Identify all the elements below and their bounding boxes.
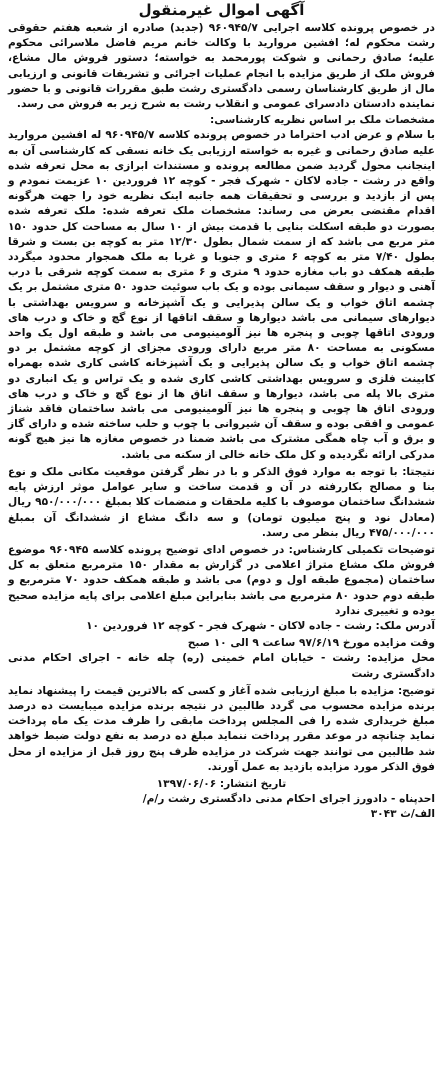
- auction-time: وقت مزایده مورخ ۹۷/۶/۱۹ ساعت ۹ الی ۱۰ صبح: [187, 637, 435, 650]
- property-address: آدرس ملک: رشت - جاده لاکان - شهرک فجر - کوچه ۱۲ فروردین ۱۰: [86, 619, 435, 632]
- publish-date: تاریخ انتشار: ۱۳۹۷/۰۶/۰۶: [156, 777, 287, 790]
- notice-title: آگهی اموال غیرمنقول: [138, 1, 305, 19]
- signature-line: احدپناه - دادورز اجرای احکام مدنی دادگستری رشت ر/م/: [142, 793, 435, 806]
- explanation-paragraph: توضیح: مزایده با مبلغ ارزیابی شده آغاز و کسی که بالاترین قیمت را پیشنهاد نماید برنده مزایده محسوب می گردد طالبین در نتیجه برنده مزایده میبایست ده درصد مبلغ خریداری شده را فی المجلس پرداخت مابقی را ظرف مدت یک ماه پرداخت نماید چنانچه در موعد مقرر پرداخت ننماید مبلغ ده درصد به نفع دولت ضبط خواهد شد طالبین می توانند جهت شرکت در مزایده ظرف پنج روز قبل از مزایده از محل فوق الذکر مورد مزایده بازدید به عمل آورند.: [8, 684, 435, 773]
- conclusion-paragraph: نتیجتا: با توجه به موارد فوق الذکر و با در نظر گرفتن موقعیت مکانی ملک و نوع بنا و مصالح بکاررفته در آن و قدمت ساخت و سایر عوامل موثر ارزش پایه ششدانگ ساختمان موصوف با کلیه ملحقات و منضمات کلا بمبلغ ۹۵۰/۰۰۰/۰۰۰ ریال (معادل نود و پنج میلیون تومان) و سه دانگ مشاع از ششدانگ آن بمبلغ ۴۷۵/۰۰۰/۰۰۰ ریال بنظر می رسد.: [8, 465, 435, 539]
- reference-code: الف/ث ۳۰۴۳: [370, 808, 435, 821]
- expert-heading: مشخصات ملک بر اساس نظریه کارشناسی:: [209, 114, 435, 127]
- supplement-paragraph: توضیحات تکمیلی کارشناس: در خصوص ادای توضیح پرونده کلاسه ۹۶۰۹۴۵ موضوع فروش ملک مشاع متراژ اعلامی در گزارش به مقدار ۱۵۰ مترمربع متعلق به کل ساختمان (مجموع طبقه اول و دوم) می باشد و طبقه همکف حدود ۷۰ مترمربع و طبقه دوم حدود ۸۰ مترمربع می باشد بنابراین مبلغ اعلامی برای پایه مزایده صحیح بوده و تغییری ندارد: [8, 543, 435, 617]
- auction-place: محل مزایده: رشت - خیابان امام خمینی (ره) چله خانه - اجرای احکام مدنی دادگستری رشت: [8, 652, 435, 680]
- intro-paragraph: در خصوص پرونده کلاسه اجرایی ۹۶۰۹۴۵/۷ (جدید) صادره از شعبه هفتم حقوقی رشت محکوم له؛ افشین مروارید با وکالت خانم مریم فاضل ملاسرائی محکوم علیه؛ صادق رحمانی و شوکت پورمحمد به خواسته؛ دستور فروش مال مشاع، فروش ملک از طریق مزایده با انجام عملیات اجرائی و تشریفات قانونی و ارزیابی مال از طریق کارشناسان رسمی دادگستری رشت طبق مقررات قانونی و با حضور نماینده دادستان دادسرای عمومی و انقلاب رشت به شرح زیر به فروش می رسد.: [8, 22, 435, 111]
- expert-body: با سلام و عرض ادب احتراما در خصوص پرونده کلاسه ۹۶۰۹۴۵/۷ له افشین مروارید علیه صادق رحمانی و غیره به خواسته ارزیابی یک خانه نسقی که کارشناسی آن به اینجانب محول گردید ضمن مطالعه پرونده و مستندات ابرازی به محل تعرفه شده واقع در رشت - جاده لاکان - شهرک فجر - کوچه ۱۲ فروردین ۱۰ عزیمت نمودم و پس از بازدید و بررسی و تحقیقات همه جانبه اینک نظریه خود را جهت هرگونه اقدام مقتضی بعرض می رساند: مشخصات ملک تعرفه شده: ملک تعرفه شده بصورت دو طبقه اسکلت بنایی با قدمت بیش از ۱۰ سال به مساحت کل حدود ۱۵۰ متر مربع می باشد که از سمت شمال بطول ۱۲/۳۰ متر به کوچه بن بست و شرقا بطول ۷/۴۰ متر به کوچه ۶ متری و جنوبا و غربا به ملک همجوار محدود میگردد طبقه همکف دو باب مغازه حدود ۹ متری و ۶ متری به سمت کوچه شرقی با درب آهنی و دیوار و سقف سیمانی بوده و یک باب سوئیت حدود ۵۰ متری مشتمل بر یک چشمه اتاق خواب و یک سالن پذیرایی و یک آشپزخانه و سرویس بهداشتی با دیوارهای سیمانی می باشد دیوارها و سقف اتاقها از نوع گچ و خاک و درب های ورودی اتاقها چوبی و پنجره ها نیز آلومینیومی می باشد و طبقه اول یک واحد مسکونی به مساحت ۸۰ متر مربع دارای ورودی مجزای از کوچه مشتمل بر دو چشمه اتاق خواب و یک سالن پذیرایی و یک آشپزخانه کاشی کاری شده بهمراه کابینت فلزی و سرویس بهداشتی کاشی کاری شده و یک تراس و یک انباری دو متری بالا پله می باشد، دیوارها و سقف اتاق ها از نوع گچ و خاک و درب های ورودی اتاق ها چوبی و پنجره ها نیز آلومینیومی می باشد ساختمان فاقد شناژ عمومی و افقی بوده و سقف آن شیروانی با چوب و حلب ساخته شده و دارای گاز و برق و آب چاه همگی مشترک می باشد ضمنا در خصوص مغازه ها نیز هیچ گونه مدرکی ارائه نگردیده و کل ملک خانه خالی از سکنه می باشد.: [8, 129, 436, 461]
